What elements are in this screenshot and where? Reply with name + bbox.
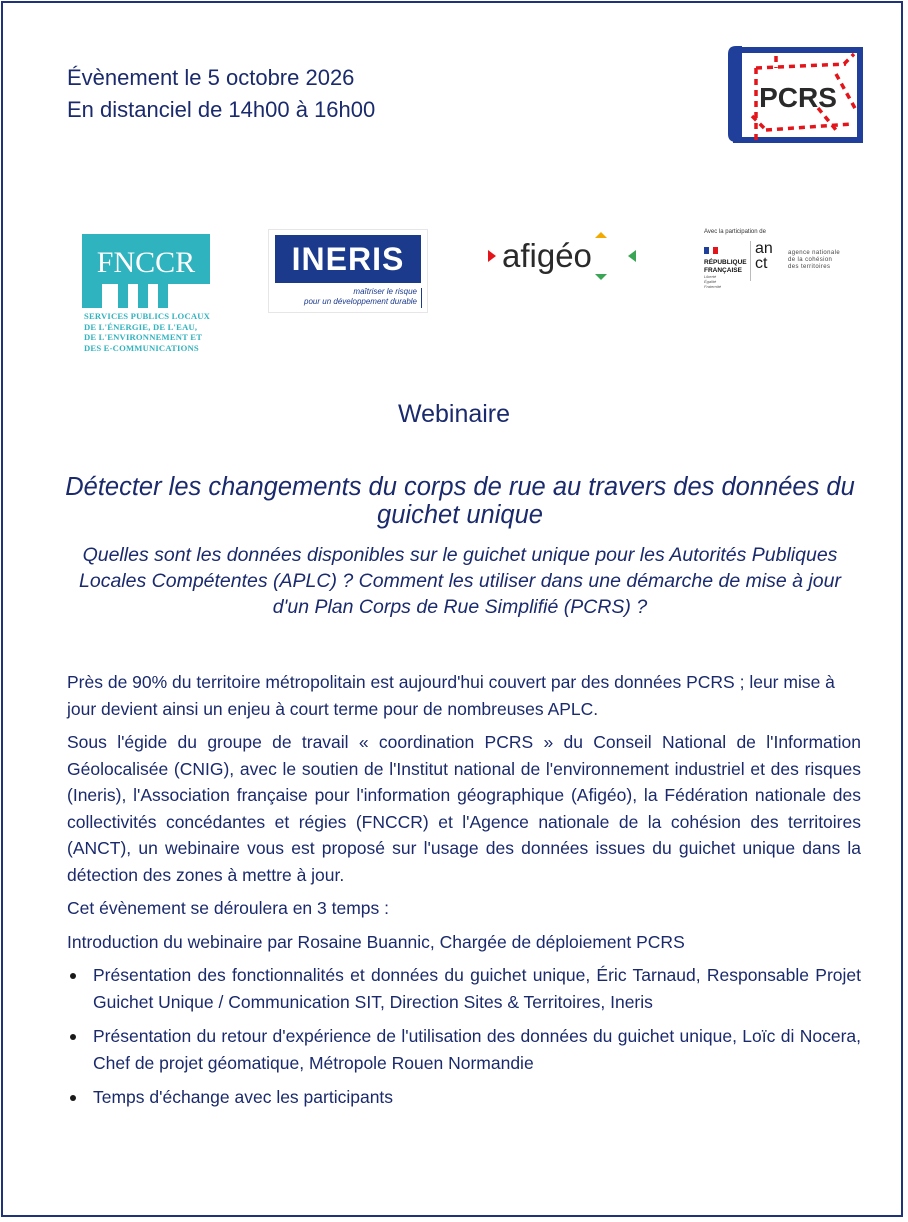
list-item — [67, 1023, 861, 1076]
agenda-list — [67, 962, 861, 1111]
ineris-tagline-bar — [421, 288, 423, 308]
webinar-subtitle: Quelles sont les données disponibles sur le guichet unique pour les Autorités Publiques Locales Compétentes (APLC) ? Comment les utiliser dans une démarche de mise à jour d'un Plan Corps de Rue Simplifié (PCRS) ? — [79, 544, 841, 618]
anct-mark-line: ct — [755, 255, 768, 272]
ineris-tagline-line: maîtriser le risque — [353, 287, 417, 296]
fnccr-blocks-icon — [82, 234, 210, 308]
participation-label: Avec la participation de — [704, 229, 766, 235]
list-item-text: Temps d'échange avec les participants — [93, 1087, 394, 1107]
french-flag-icon — [704, 247, 718, 254]
ineris-tagline-line: pour un développement durable — [304, 297, 417, 306]
webinar-title: Détecter les changements du corps de rue au travers des données du guichet unique — [65, 473, 855, 529]
ineris-logo — [268, 229, 428, 313]
webinaire-label: Webinaire — [397, 400, 511, 428]
pcrs-map-icon — [726, 44, 864, 146]
anct-logo — [700, 225, 854, 287]
fnccr-caption — [84, 311, 214, 353]
list-item — [67, 962, 861, 1015]
fnccr-caption-line: SERVICES PUBLICS LOCAUX — [84, 311, 211, 321]
rf-name-line: FRANÇAISE — [704, 266, 742, 274]
rf-motto-line: Fraternité — [704, 284, 722, 289]
republique-francaise-mark — [704, 241, 746, 289]
event-info — [67, 62, 375, 126]
ineris-tagline — [304, 287, 417, 307]
anct-mark — [755, 241, 773, 271]
intro-paragraph: Près de 90% du territoire métropolitain est aujourd'hui couvert par des données PCRS ; leur mise à jour devient ainsi un enjeu à court terme pour de nombreuses APLC. — [67, 672, 835, 719]
anct-desc-line: de la cohésion — [788, 257, 833, 263]
agenda-introduction-item: Introduction du webinaire par Rosaine Buannic, Chargée de déploiement PCRS — [67, 931, 685, 952]
afigeo-logo — [486, 228, 638, 288]
fnccr-caption-line: DE L'ÉNERGIE, DE L'EAU, — [84, 321, 198, 332]
ineris-logo-text: INERIS — [275, 235, 421, 283]
rf-motto-line: Liberté — [704, 274, 717, 279]
pcrs-logo — [726, 44, 864, 146]
afigeo-logo-text: afigéo — [502, 237, 592, 274]
fnccr-caption-line: DE L'ENVIRONNEMENT ET — [84, 332, 203, 343]
list-item-text: Présentation des fonctionnalités et données du guichet unique, Éric Tarnaud, Responsable Projet Guichet Unique / Communication SIT, Direction Sites & Territoires, Ineris — [93, 965, 861, 1012]
event-time: En distanciel de 14h00 à 16h00 — [67, 97, 376, 122]
fnccr-logo-text: FNCCR — [96, 246, 196, 279]
bullet-icon — [70, 1095, 76, 1101]
event-date: Évènement le 5 octobre 2026 — [67, 65, 355, 90]
list-item — [67, 1084, 861, 1111]
bullet-icon — [70, 1034, 76, 1040]
anct-desc-line: agence nationale — [788, 250, 841, 256]
fnccr-logo — [68, 224, 214, 370]
body-content — [67, 669, 861, 1119]
agenda-intro: Cet évènement se déroulera en 3 temps : — [67, 898, 389, 918]
context-paragraph: Sous l'égide du groupe de travail « coordination PCRS » du Conseil National de l'Information Géolocalisée (CNIG), avec le soutien de l'Institut national de l'environnement industriel et des risques (Ineris), l'Association française pour l'information géographique (Afigéo), la Fédération nationale des collectivités concédantes et régies (FNCCR) et l'Agence nationale de la cohésion des territoires (ANCT), un webinaire vous est proposé sur l'usage des données issues du guichet unique dans la détection des zones à mettre à jour. — [67, 732, 861, 885]
anct-mark-line: an — [755, 240, 773, 257]
pcrs-logo-text: PCRS — [759, 82, 837, 113]
anct-description — [788, 250, 840, 271]
fnccr-caption-line: DES E-COMMUNICATIONS — [84, 342, 199, 353]
list-item-text: Présentation du retour d'expérience de l'utilisation des données du guichet unique, Loïc di Nocera, Chef de projet géomatique, Métropole Rouen Normandie — [93, 1026, 861, 1073]
rf-name-line: RÉPUBLIQUE — [704, 259, 747, 266]
bullet-icon — [70, 973, 76, 979]
anct-desc-line: des territoires — [788, 264, 831, 270]
anct-divider — [750, 241, 751, 281]
rf-motto-line: Égalité — [704, 279, 717, 284]
